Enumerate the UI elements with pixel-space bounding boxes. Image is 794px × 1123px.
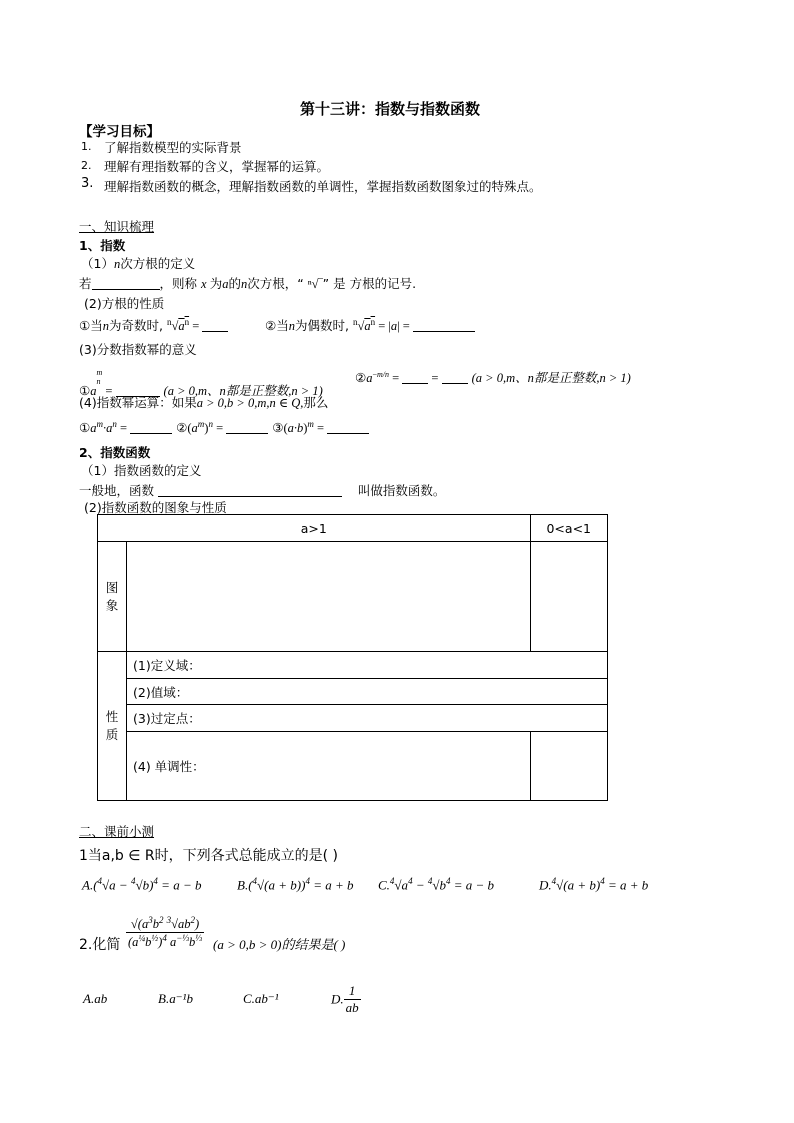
exp-function-def-heading: （1）指数函数的定义 (81, 463, 202, 478)
nth-root-def-heading: （1）n次方根的定义 (81, 256, 196, 271)
graph-cell-a-gt-1 (127, 542, 531, 652)
question-1-option-d: $D.^4√(a + b)^4 = a + b$ (539, 876, 649, 893)
power-ops-rules: $①a^m\cdot a^n$ = $②(a^m)^n$ = $③(a\cdot b)^m$ = (79, 419, 369, 436)
radical-icon: ⁿ√‾ (307, 277, 323, 291)
question-2-stem-b: (a > 0,b > 0)的结果是( ) (213, 937, 346, 952)
nth-root-def-text: 若 ，则称 x 为a的n次方根，“ ⁿ√‾” 是 方根的记号. (79, 276, 417, 291)
power-ops-heading: (4)指数幂运算：如果a > 0,b > 0,m,n ∈ Q,那么 (79, 395, 329, 410)
question-1-option-b: $B.(^4√(a + b))^4 = a + b$ (237, 876, 354, 893)
question-1-option-a: $A.(^4√a - ^4√b)^4 = a - b$ (82, 876, 202, 893)
row-label-graph: 图 象 (98, 542, 127, 652)
question-2-stem-a: 2.化简 (79, 937, 121, 953)
property-monotonicity: (4) 单调性： (127, 731, 531, 800)
goal-text-1: 了解指数模型的实际背景 (104, 140, 242, 155)
goals-heading: 【学习目标】 (79, 124, 160, 140)
goal-num-1: 1. (81, 140, 92, 153)
exp-function-def-text: 一般地，函数 叫做指数函数。 (79, 483, 446, 498)
goal-num-3: 3. (81, 176, 94, 191)
property-fixed-point: (3)过定点： (127, 705, 608, 731)
root-property-odd: ①当n为奇数时, $^n√a^n$ = (79, 316, 228, 334)
page-title: 第十三讲：指数与指数函数 (300, 100, 481, 118)
fractional-exponent-2: $②a^{-m/n}$ = = (a > 0,m、n都是正整数,n > 1) (355, 369, 631, 385)
property-range: (2)值域： (127, 678, 608, 704)
section1-heading: 一、知识梳理 (79, 219, 155, 234)
question-2-option-a: A.ab (83, 991, 108, 1006)
goal-text-3: 理解指数函数的概念，理解指数函数的单调性，掌握指数函数图象过的特殊点。 (104, 179, 542, 194)
question-2-option-d: D. $\frac{1}{ab}$ (331, 983, 359, 1015)
question-2-option-c: C.ab⁻¹ (243, 991, 279, 1006)
monotonicity-cell-a-lt-1 (530, 731, 608, 800)
row-label-properties: 性 质 (98, 652, 127, 801)
subheading-exponent: 1、指数 (79, 238, 126, 253)
subheading-exp-function: 2、指数函数 (79, 445, 151, 460)
table-header-a-gt-1: a>1 (98, 515, 531, 542)
table-header-a-lt-1: 0<a<1 (530, 515, 608, 542)
question-2-expression: $\frac{√(a^3b^2 ^3√ab^2)}{(a^{\frac{1}{4}}b^{\frac{1}{2}})^4 a^{-\frac{1}{3}}b^{\frac{1}{3}}}$ (128, 915, 203, 950)
graph-cell-a-lt-1 (530, 542, 608, 652)
question-1-stem: 1当a,b ∈ R时，下列各式总能成立的是( ) (79, 848, 339, 864)
goal-text-2: 理解有理指数幂的含义，掌握幂的运算。 (104, 159, 330, 174)
question-2-option-b: B.a⁻¹b (158, 991, 193, 1006)
fractional-exponent-heading: (3)分数指数幂的意义 (79, 342, 197, 357)
exp-graph-heading: (2)指数函数的图象与性质 (84, 500, 227, 515)
root-properties-heading: (2)方根的性质 (84, 296, 165, 311)
question-1-option-c: $C.^4√a^4 - ^4√b^4 = a - b$ (378, 876, 495, 893)
exp-function-table (97, 514, 608, 801)
fractional-exponent-1: $①a^{m n} = (a > 0,m$、n都是正整数,n > 1) (79, 368, 323, 399)
property-domain: (1)定义域： (127, 652, 608, 678)
section2-heading: 二、课前小测 (79, 824, 155, 839)
root-property-even: ②当n为偶数时, $^n√a^n = |a|$ = (265, 316, 475, 334)
goal-num-2: 2. (81, 159, 92, 172)
